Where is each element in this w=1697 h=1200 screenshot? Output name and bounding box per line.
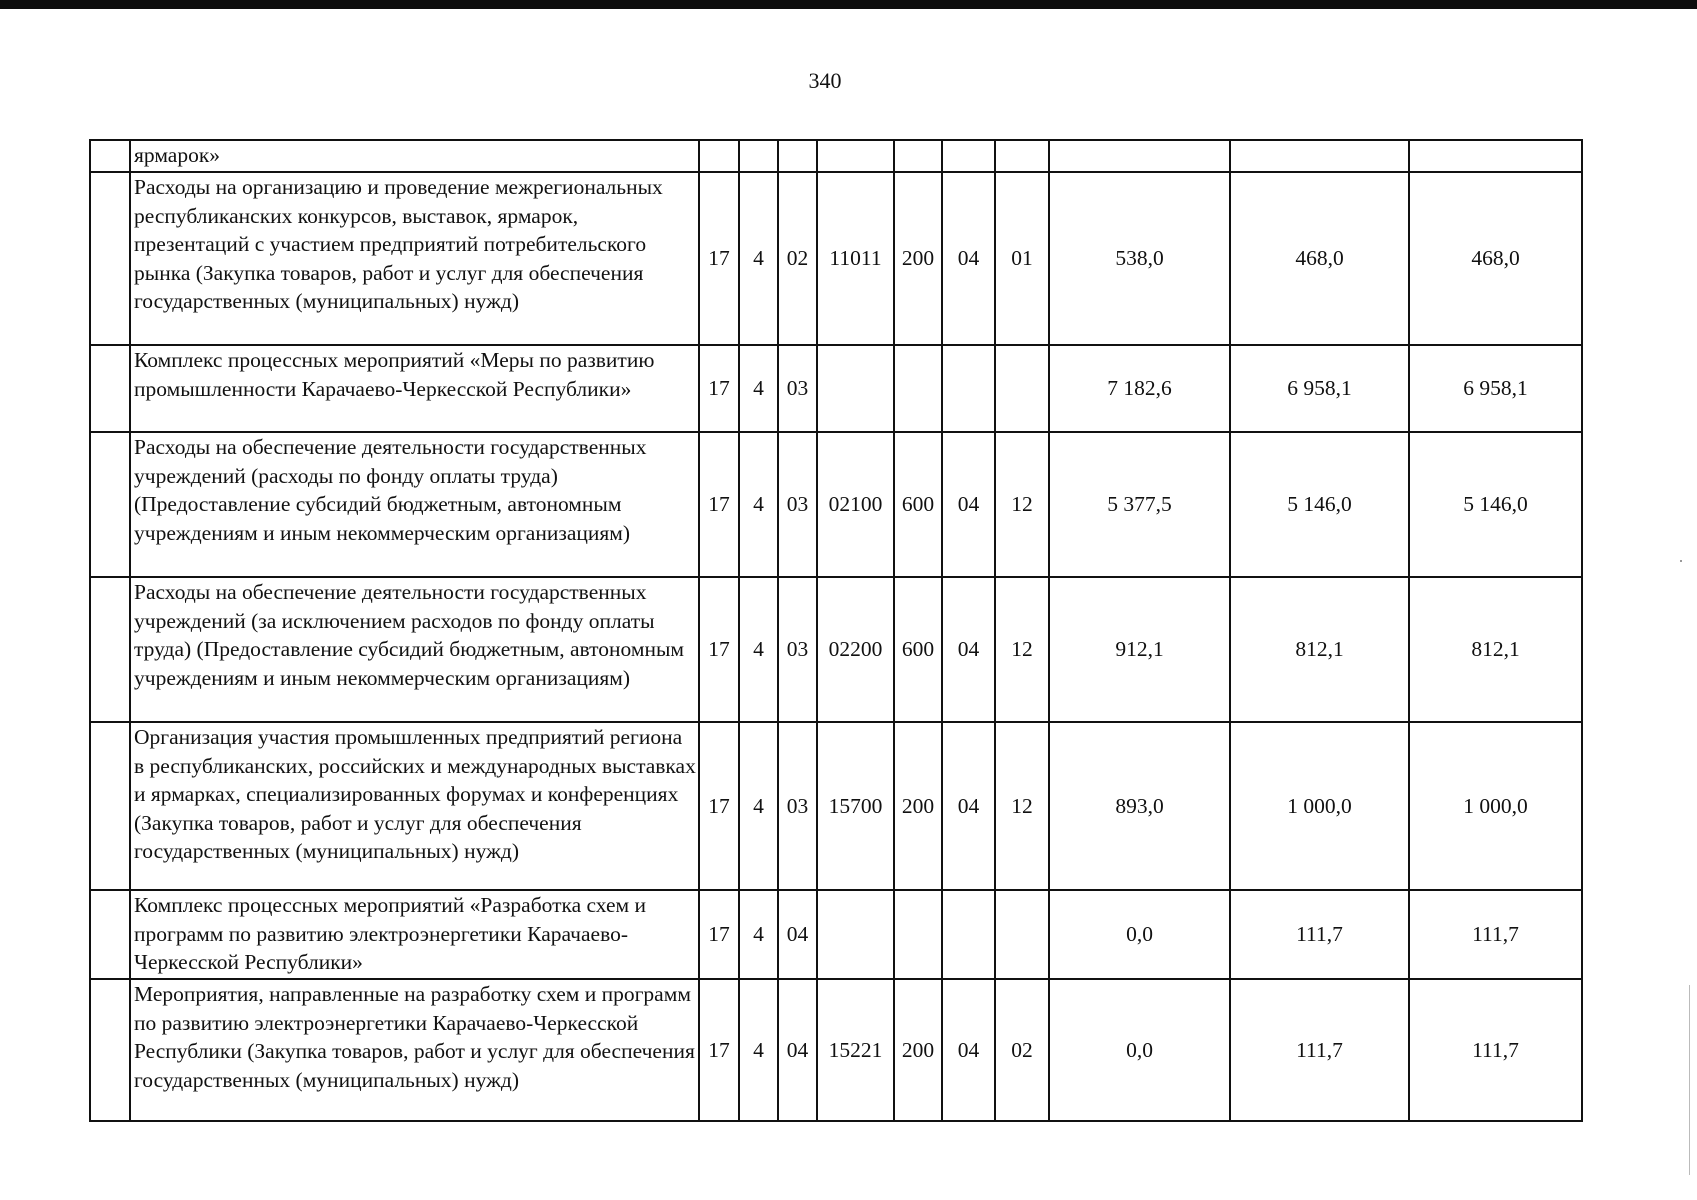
amount-year-3-cell: 6 958,1 (1409, 345, 1582, 432)
amount-year-2-cell: 111,7 (1230, 979, 1409, 1121)
description-cell: Комплекс процессных мероприятий «Разработка схем и программ по развитию электроэнергетики Карачаево-Черкесской Республики» (130, 890, 699, 979)
row-number-cell (90, 140, 130, 172)
row-number-cell (90, 345, 130, 432)
description-cell: Расходы на организацию и проведение межрегиональных республиканских конкурсов, выставок, ярмарок, презентаций с участием предприятий потребительского рынка (Закупка товаров, работ и услуг для обеспечения государственных (муниципальных) нужд) (130, 172, 699, 345)
amount-year-2-cell: 1 000,0 (1230, 722, 1409, 890)
table-row (90, 577, 1582, 722)
expense-code-cell (817, 890, 894, 979)
chapter-code-cell: 04 (942, 172, 995, 345)
amount-year-1-cell: 0,0 (1049, 979, 1230, 1121)
subsection-code-cell: 4 (739, 577, 778, 722)
description-cell: Комплекс процессных мероприятий «Меры по развитию промышленности Карачаево-Черкесской Республики» (130, 345, 699, 432)
amount-year-1-cell (1049, 140, 1230, 172)
section-code-cell: 17 (699, 345, 739, 432)
description-cell: Организация участия промышленных предприятий региона в республиканских, российских и международных выставках и ярмарках, специализированных форумах и конференциях (Закупка товаров, работ и услуг для обеспечения государственных (муниципальных) нужд) (130, 722, 699, 890)
amount-year-1-cell: 0,0 (1049, 890, 1230, 979)
type-code-cell (894, 890, 942, 979)
section-code-cell (699, 140, 739, 172)
subsection-code-cell: 4 (739, 432, 778, 577)
expense-code-cell (817, 140, 894, 172)
subchapter-code-cell: 12 (995, 432, 1049, 577)
table-row (90, 140, 1582, 172)
expense-code-cell: 02100 (817, 432, 894, 577)
subsection-code-cell: 4 (739, 172, 778, 345)
amount-year-2-cell: 5 146,0 (1230, 432, 1409, 577)
section-code-cell: 17 (699, 890, 739, 979)
table-row (90, 979, 1582, 1121)
type-code-cell: 600 (894, 432, 942, 577)
amount-year-1-cell: 912,1 (1049, 577, 1230, 722)
subchapter-code-cell: 02 (995, 979, 1049, 1121)
type-code-cell: 600 (894, 577, 942, 722)
expense-code-cell: 02200 (817, 577, 894, 722)
type-code-cell: 200 (894, 979, 942, 1121)
description-cell: ярмарок» (130, 140, 699, 172)
type-code-cell (894, 345, 942, 432)
budget-table (89, 139, 1583, 1122)
subsection-code-cell: 4 (739, 890, 778, 979)
program-code-cell: 04 (778, 979, 817, 1121)
program-code-cell: 03 (778, 577, 817, 722)
subchapter-code-cell (995, 890, 1049, 979)
subsection-code-cell (739, 140, 778, 172)
chapter-code-cell (942, 140, 995, 172)
row-number-cell (90, 890, 130, 979)
amount-year-1-cell: 893,0 (1049, 722, 1230, 890)
expense-code-cell (817, 345, 894, 432)
program-code-cell: 03 (778, 345, 817, 432)
section-code-cell: 17 (699, 979, 739, 1121)
amount-year-2-cell: 812,1 (1230, 577, 1409, 722)
amount-year-1-cell: 5 377,5 (1049, 432, 1230, 577)
table-row (90, 722, 1582, 890)
scan-top-border (0, 0, 1697, 9)
chapter-code-cell: 04 (942, 979, 995, 1121)
table-row (90, 432, 1582, 577)
row-number-cell (90, 979, 130, 1121)
amount-year-3-cell: 468,0 (1409, 172, 1582, 345)
expense-code-cell: 11011 (817, 172, 894, 345)
amount-year-3-cell: 812,1 (1409, 577, 1582, 722)
amount-year-2-cell (1230, 140, 1409, 172)
subsection-code-cell: 4 (739, 722, 778, 890)
chapter-code-cell (942, 890, 995, 979)
table-row (90, 172, 1582, 345)
row-number-cell (90, 432, 130, 577)
type-code-cell: 200 (894, 172, 942, 345)
amount-year-3-cell (1409, 140, 1582, 172)
amount-year-2-cell: 111,7 (1230, 890, 1409, 979)
section-code-cell: 17 (699, 172, 739, 345)
program-code-cell: 03 (778, 432, 817, 577)
section-code-cell: 17 (699, 722, 739, 890)
row-number-cell (90, 722, 130, 890)
chapter-code-cell (942, 345, 995, 432)
expense-code-cell: 15700 (817, 722, 894, 890)
expense-code-cell: 15221 (817, 979, 894, 1121)
amount-year-3-cell: 111,7 (1409, 979, 1582, 1121)
program-code-cell: 02 (778, 172, 817, 345)
amount-year-2-cell: 468,0 (1230, 172, 1409, 345)
subsection-code-cell: 4 (739, 979, 778, 1121)
section-code-cell: 17 (699, 432, 739, 577)
scan-artifact-dot (1680, 560, 1682, 562)
description-cell: Расходы на обеспечение деятельности государственных учреждений (расходы по фонду оплаты труда) (Предоставление субсидий бюджетным, автономным учреждениям и иным некоммерческим организациям) (130, 432, 699, 577)
amount-year-2-cell: 6 958,1 (1230, 345, 1409, 432)
program-code-cell (778, 140, 817, 172)
chapter-code-cell: 04 (942, 432, 995, 577)
subchapter-code-cell: 12 (995, 577, 1049, 722)
program-code-cell: 03 (778, 722, 817, 890)
row-number-cell (90, 172, 130, 345)
table-row (90, 890, 1582, 979)
section-code-cell: 17 (699, 577, 739, 722)
subchapter-code-cell: 12 (995, 722, 1049, 890)
amount-year-3-cell: 111,7 (1409, 890, 1582, 979)
program-code-cell: 04 (778, 890, 817, 979)
row-number-cell (90, 577, 130, 722)
table-body (90, 140, 1582, 1121)
table-row (90, 345, 1582, 432)
amount-year-1-cell: 538,0 (1049, 172, 1230, 345)
description-cell: Мероприятия, направленные на разработку схем и программ по развитию электроэнергетики Карачаево-Черкесской Республики (Закупка товаров, работ и услуг для обеспечения государственных (муниципальных) нужд) (130, 979, 699, 1121)
subchapter-code-cell: 01 (995, 172, 1049, 345)
type-code-cell: 200 (894, 722, 942, 890)
page-number: 340 (808, 68, 842, 93)
chapter-code-cell: 04 (942, 577, 995, 722)
scan-artifact-line (1689, 985, 1690, 1175)
amount-year-3-cell: 5 146,0 (1409, 432, 1582, 577)
type-code-cell (894, 140, 942, 172)
subsection-code-cell: 4 (739, 345, 778, 432)
description-cell: Расходы на обеспечение деятельности государственных учреждений (за исключением расходов по фонду оплаты труда) (Предоставление субсидий бюджетным, автономным учреждениям и иным некоммерческим организациям) (130, 577, 699, 722)
amount-year-1-cell: 7 182,6 (1049, 345, 1230, 432)
amount-year-3-cell: 1 000,0 (1409, 722, 1582, 890)
subchapter-code-cell (995, 140, 1049, 172)
subchapter-code-cell (995, 345, 1049, 432)
chapter-code-cell: 04 (942, 722, 995, 890)
